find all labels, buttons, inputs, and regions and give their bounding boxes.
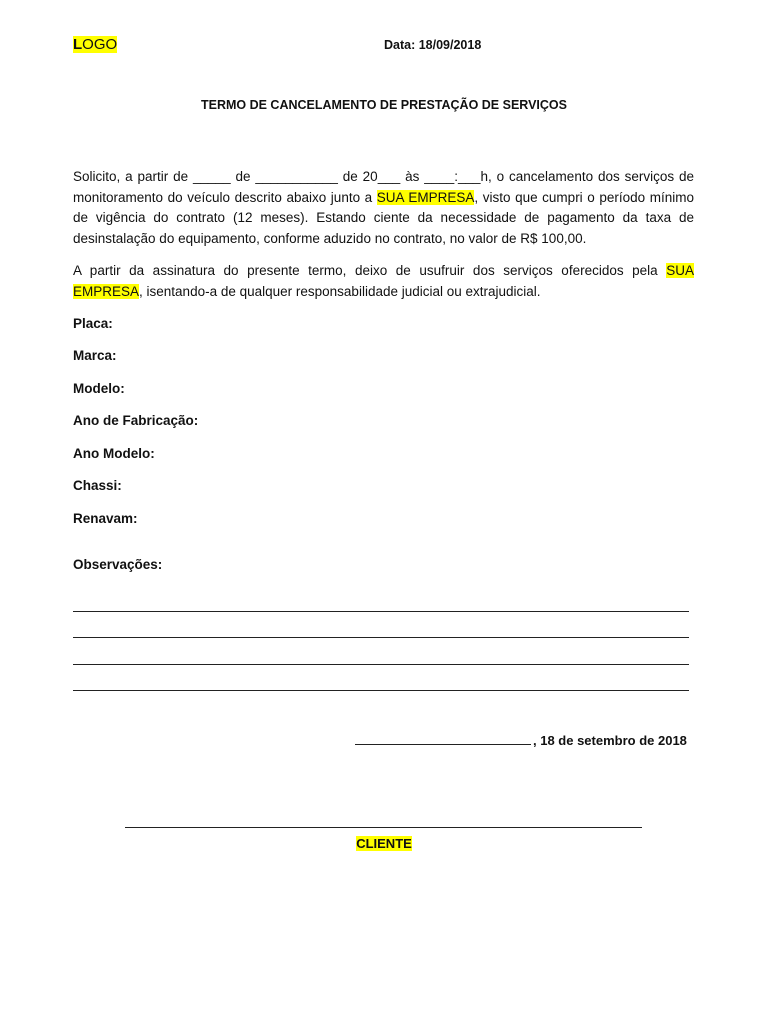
- observacoes-line: [73, 664, 689, 665]
- field-renavam: Renavam:: [73, 511, 138, 526]
- document-date: Data: 18/09/2018: [384, 38, 482, 52]
- logo-rest: OGO: [82, 36, 118, 53]
- paragraph-request-part2: , visto que cumpri o período mínimo de vigência do contrato (12 meses). Estando ciente da necessidade de pagamento da taxa de desinstalação do equipamento, conforme aduzido no contrato, no valor de R$ 100,00.: [73, 189, 694, 246]
- document-title: TERMO DE CANCELAMENTO DE PRESTAÇÃO DE SERVIÇOS: [200, 98, 567, 112]
- logo: [73, 36, 117, 53]
- place-blank-line: [355, 734, 531, 745]
- paragraph-release-part1: A partir da assinatura do presente termo, deixo de usufruir dos serviços oferecidos pela: [73, 263, 667, 278]
- signature-place-date: [355, 733, 687, 748]
- observacoes-line: [73, 611, 689, 612]
- paragraph-release: [73, 261, 694, 302]
- signature-date-text: , 18 de setembro de 2018: [533, 733, 687, 748]
- cliente-label-wrap: [0, 836, 768, 851]
- observacoes-label: Observações:: [73, 557, 163, 572]
- observacoes-line: [73, 690, 689, 691]
- field-modelo: Modelo:: [73, 381, 125, 396]
- company-highlight: SUA EMPRESA: [376, 189, 475, 205]
- field-marca: Marca:: [73, 348, 117, 363]
- observacoes-line: [73, 637, 689, 638]
- company-highlight: SUA EMPRESA: [73, 263, 694, 299]
- field-ano-modelo: Ano Modelo:: [73, 446, 155, 461]
- field-placa: Placa:: [73, 316, 113, 331]
- signature-line: [125, 827, 642, 828]
- paragraph-request: [73, 167, 694, 249]
- paragraph-request-part1: Solicito, a partir de _____ de ___________ de 20___ às ____:___h, o cancelamento dos serviços de monitoramento do veículo descrito abaixo junto a: [73, 169, 694, 205]
- field-chassi: Chassi:: [73, 478, 122, 493]
- paragraph-release-part2: , isentando-a de qualquer responsabilidade judicial ou extrajudicial.: [139, 283, 541, 299]
- cliente-label: CLIENTE: [356, 836, 412, 851]
- field-ano-fabricacao: Ano de Fabricação:: [73, 413, 199, 428]
- logo-first-letter: L: [73, 36, 83, 53]
